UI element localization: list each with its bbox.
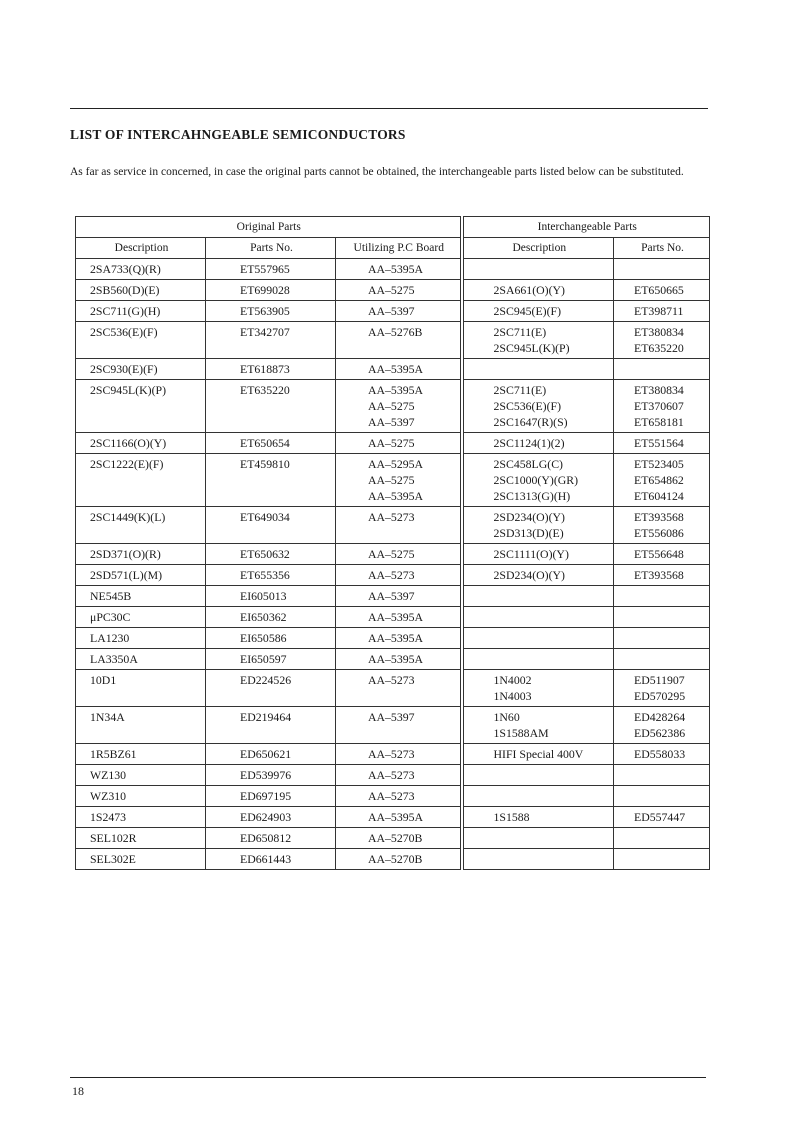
table-row [76, 380, 710, 433]
cell-int-description [462, 507, 614, 544]
cell-int-description [462, 786, 614, 807]
cell-board [336, 670, 462, 707]
cell-int-description-line: 2SC945(E)(F) [493, 304, 562, 318]
cell-parts-no: ET557965 [206, 259, 336, 280]
cell-int-description [462, 565, 614, 586]
cell-int-parts-no-line: ED511907 [634, 673, 685, 687]
cell-board-line: AA–5295A [368, 457, 424, 471]
cell-int-description [462, 454, 614, 507]
cell-description: μPC30C [76, 607, 206, 628]
cell-int-parts-no-line: ED428264 [634, 710, 686, 724]
cell-description: 2SC1449(K)(L) [76, 507, 206, 544]
cell-int-description-line: 2SA661(O)(Y) [493, 283, 565, 297]
cell-int-description [462, 744, 614, 765]
cell-int-parts-no [614, 744, 710, 765]
cell-int-parts-no [614, 454, 710, 507]
cell-int-description [462, 849, 614, 870]
cell-int-description [462, 259, 614, 280]
cell-board-line: AA–5397 [368, 304, 415, 318]
cell-int-description [462, 649, 614, 670]
cell-int-description-line: 1N4002 [493, 673, 532, 687]
cell-int-description [462, 670, 614, 707]
cell-description: 1S2473 [76, 807, 206, 828]
cell-board-line: AA–5273 [368, 789, 415, 803]
cell-int-parts-no [614, 786, 710, 807]
cell-int-description-line: 2SC945L(K)(P) [493, 341, 570, 355]
cell-board [336, 380, 462, 433]
cell-int-description-line: 2SC1000(Y)(GR) [493, 473, 579, 487]
group-header-row [76, 217, 710, 238]
table-row [76, 786, 710, 807]
cell-int-parts-no [614, 301, 710, 322]
cell-description: 2SD571(L)(M) [76, 565, 206, 586]
table-row [76, 765, 710, 786]
cell-board [336, 744, 462, 765]
cell-description: 2SC711(G)(H) [76, 301, 206, 322]
cell-int-parts-no-line: ED570295 [634, 689, 686, 703]
page-heading: LIST OF INTERCAHNGEABLE SEMICONDUCTORS [70, 127, 406, 142]
cell-board [336, 786, 462, 807]
cell-description: 1R5BZ61 [76, 744, 206, 765]
cell-board [336, 628, 462, 649]
cell-description: 1N34A [76, 707, 206, 744]
cell-int-description [462, 628, 614, 649]
cell-int-description [462, 828, 614, 849]
cell-parts-no: ET342707 [206, 322, 336, 359]
cell-int-parts-no [614, 280, 710, 301]
cell-int-description-line: 2SD234(O)(Y) [493, 568, 565, 582]
cell-description: WZ130 [76, 765, 206, 786]
cell-parts-no: ET649034 [206, 507, 336, 544]
cell-board-line: AA–5395A [368, 631, 424, 645]
cell-int-description-line: 2SD234(O)(Y) [493, 510, 565, 524]
col-header-int-parts-no: Parts No. [614, 238, 710, 259]
table-row [76, 322, 710, 359]
cell-board-line: AA–5395A [368, 610, 424, 624]
cell-board [336, 544, 462, 565]
cell-int-parts-no-line: ET380834 [634, 383, 684, 397]
table-row [76, 301, 710, 322]
cell-int-parts-no-line: ED562386 [634, 726, 686, 740]
column-header-row [76, 238, 710, 259]
cell-board [336, 565, 462, 586]
cell-parts-no: ED539976 [206, 765, 336, 786]
cell-int-parts-no [614, 259, 710, 280]
cell-int-parts-no-line: ET556648 [634, 547, 684, 561]
cell-parts-no: ET699028 [206, 280, 336, 301]
group-original-parts: Original Parts [76, 217, 462, 238]
cell-int-parts-no [614, 807, 710, 828]
cell-parts-no: EI605013 [206, 586, 336, 607]
cell-int-description-line: 1N60 [493, 710, 520, 724]
cell-int-parts-no-line: ET370607 [634, 399, 684, 413]
cell-board [336, 765, 462, 786]
cell-int-description [462, 765, 614, 786]
cell-board-line: AA–5395A [368, 383, 424, 397]
table-body [76, 259, 710, 870]
cell-board-line: AA–5273 [368, 673, 415, 687]
table-row [76, 565, 710, 586]
cell-parts-no: ED650621 [206, 744, 336, 765]
cell-int-parts-no-line: ET393568 [634, 568, 684, 582]
cell-int-parts-no-line: ET556086 [634, 526, 684, 540]
cell-board-line: AA–5276B [368, 325, 423, 339]
group-interchangeable-parts: Interchangeable Parts [462, 217, 710, 238]
cell-int-description-line: 1N4003 [493, 689, 532, 703]
cell-board-line: AA–5270B [368, 852, 423, 866]
col-header-int-description: Description [462, 238, 614, 259]
cell-int-parts-no [614, 359, 710, 380]
cell-board [336, 259, 462, 280]
cell-description: 2SC536(E)(F) [76, 322, 206, 359]
cell-board-line: AA–5275 [368, 283, 415, 297]
cell-description: 2SC1166(O)(Y) [76, 433, 206, 454]
cell-board [336, 707, 462, 744]
cell-int-parts-no [614, 544, 710, 565]
interchangeable-parts-table [75, 216, 710, 870]
cell-int-parts-no-line: ET393568 [634, 510, 684, 524]
cell-description: 2SC930(E)(F) [76, 359, 206, 380]
cell-int-parts-no [614, 507, 710, 544]
cell-int-parts-no-line: ET380834 [634, 325, 684, 339]
col-header-board: Utilizing P.C Board [336, 238, 462, 259]
table-row [76, 259, 710, 280]
cell-int-description [462, 607, 614, 628]
table-row [76, 454, 710, 507]
cell-int-description [462, 301, 614, 322]
cell-board-line: AA–5397 [368, 415, 415, 429]
cell-board-line: AA–5273 [368, 568, 415, 582]
cell-board [336, 607, 462, 628]
cell-int-parts-no [614, 607, 710, 628]
cell-int-parts-no [614, 322, 710, 359]
cell-int-description [462, 707, 614, 744]
table-row [76, 670, 710, 707]
page-number: 18 [72, 1084, 84, 1098]
cell-board [336, 586, 462, 607]
cell-parts-no: EI650362 [206, 607, 336, 628]
cell-board-line: AA–5275 [368, 547, 415, 561]
cell-board-line: AA–5395A [368, 652, 424, 666]
cell-description: NE545B [76, 586, 206, 607]
cell-int-parts-no-line: ET635220 [634, 341, 684, 355]
cell-int-description-line: 2SC711(E) [493, 383, 547, 397]
cell-int-description [462, 380, 614, 433]
cell-board-line: AA–5275 [368, 399, 415, 413]
table-row [76, 849, 710, 870]
cell-int-parts-no [614, 586, 710, 607]
top-rule [70, 108, 708, 109]
cell-parts-no: ET650654 [206, 433, 336, 454]
cell-parts-no: ED624903 [206, 807, 336, 828]
table-row [76, 649, 710, 670]
cell-int-description-line: 2SC1313(G)(H) [493, 489, 571, 503]
cell-int-parts-no-line: ET604124 [634, 489, 684, 503]
cell-board-line: AA–5395A [368, 362, 424, 376]
cell-board [336, 359, 462, 380]
cell-int-description-line: 1S1588AM [493, 726, 549, 740]
cell-board [336, 807, 462, 828]
table-row [76, 359, 710, 380]
cell-int-parts-no [614, 565, 710, 586]
cell-board-line: AA–5395A [368, 810, 424, 824]
cell-int-description-line: 1S1588 [493, 810, 530, 824]
cell-description: 2SC945L(K)(P) [76, 380, 206, 433]
cell-int-description-line: 2SC536(E)(F) [493, 399, 562, 413]
cell-board [336, 849, 462, 870]
cell-int-parts-no-line: ET398711 [634, 304, 684, 318]
table-row [76, 744, 710, 765]
cell-int-description-line: 2SC1124(1)(2) [493, 436, 565, 450]
cell-board-line: AA–5275 [368, 473, 415, 487]
cell-board-line: AA–5275 [368, 436, 415, 450]
cell-int-parts-no-line: ET658181 [634, 415, 684, 429]
cell-board-line: AA–5273 [368, 747, 415, 761]
cell-int-description-line: HIFI Special 400V [493, 747, 584, 761]
cell-parts-no: ET563905 [206, 301, 336, 322]
cell-int-parts-no-line: ET654862 [634, 473, 684, 487]
table-row [76, 280, 710, 301]
cell-int-parts-no [614, 649, 710, 670]
cell-parts-no: EI650597 [206, 649, 336, 670]
cell-parts-no: ET635220 [206, 380, 336, 433]
cell-board-line: AA–5273 [368, 768, 415, 782]
intro-paragraph: As far as service in concerned, in case the original parts cannot be obtained, the interchangeable parts listed below can be substituted. [70, 166, 684, 178]
cell-parts-no: ET650632 [206, 544, 336, 565]
cell-parts-no: ED697195 [206, 786, 336, 807]
cell-parts-no: ED650812 [206, 828, 336, 849]
cell-int-parts-no [614, 670, 710, 707]
cell-description: SEL102R [76, 828, 206, 849]
cell-int-parts-no-line: ET523405 [634, 457, 684, 471]
cell-description: LA3350A [76, 649, 206, 670]
cell-board-line: AA–5270B [368, 831, 423, 845]
col-header-parts-no: Parts No. [206, 238, 336, 259]
cell-int-parts-no [614, 849, 710, 870]
cell-board [336, 433, 462, 454]
cell-board [336, 301, 462, 322]
table-row [76, 707, 710, 744]
cell-parts-no: ED661443 [206, 849, 336, 870]
cell-description: WZ310 [76, 786, 206, 807]
cell-int-description-line: 2SC1111(O)(Y) [493, 547, 569, 561]
cell-int-description-line: 2SC1647(R)(S) [493, 415, 568, 429]
cell-parts-no: EI650586 [206, 628, 336, 649]
cell-description: 2SD371(O)(R) [76, 544, 206, 565]
cell-int-parts-no-line: ET650665 [634, 283, 684, 297]
cell-int-parts-no [614, 380, 710, 433]
cell-int-parts-no [614, 707, 710, 744]
cell-board-line: AA–5395A [368, 489, 424, 503]
cell-int-parts-no-line: ET551564 [634, 436, 684, 450]
cell-int-parts-no-line: ED557447 [634, 810, 686, 824]
cell-int-description [462, 586, 614, 607]
cell-parts-no: ET459810 [206, 454, 336, 507]
bottom-rule [70, 1077, 706, 1078]
cell-int-parts-no [614, 433, 710, 454]
cell-board [336, 507, 462, 544]
cell-board [336, 454, 462, 507]
cell-board [336, 280, 462, 301]
cell-int-description-line: 2SC711(E) [493, 325, 547, 339]
table-row [76, 607, 710, 628]
cell-int-parts-no [614, 828, 710, 849]
cell-int-parts-no-line: ED558033 [634, 747, 686, 761]
cell-parts-no: ED224526 [206, 670, 336, 707]
cell-parts-no: ED219464 [206, 707, 336, 744]
cell-int-description [462, 322, 614, 359]
table-row [76, 807, 710, 828]
table-row [76, 507, 710, 544]
cell-int-parts-no [614, 765, 710, 786]
cell-int-description-line: 2SD313(D)(E) [493, 526, 564, 540]
cell-int-description-line: 2SC458LG(C) [493, 457, 563, 471]
table-row [76, 628, 710, 649]
table-row [76, 433, 710, 454]
cell-int-description [462, 433, 614, 454]
table-row [76, 828, 710, 849]
cell-board [336, 322, 462, 359]
cell-board-line: AA–5397 [368, 710, 415, 724]
table-row [76, 544, 710, 565]
cell-int-description [462, 544, 614, 565]
cell-int-description [462, 280, 614, 301]
table-row [76, 586, 710, 607]
cell-int-description [462, 807, 614, 828]
cell-board-line: AA–5395A [368, 262, 424, 276]
cell-description: 2SA733(Q)(R) [76, 259, 206, 280]
cell-board-line: AA–5273 [368, 510, 415, 524]
cell-board [336, 649, 462, 670]
cell-board-line: AA–5397 [368, 589, 415, 603]
cell-int-parts-no [614, 628, 710, 649]
cell-description: SEL302E [76, 849, 206, 870]
cell-board [336, 828, 462, 849]
cell-description: 2SC1222(E)(F) [76, 454, 206, 507]
cell-parts-no: ET618873 [206, 359, 336, 380]
cell-description: LA1230 [76, 628, 206, 649]
cell-description: 10D1 [76, 670, 206, 707]
cell-int-description [462, 359, 614, 380]
col-header-description: Description [76, 238, 206, 259]
cell-parts-no: ET655356 [206, 565, 336, 586]
cell-description: 2SB560(D)(E) [76, 280, 206, 301]
